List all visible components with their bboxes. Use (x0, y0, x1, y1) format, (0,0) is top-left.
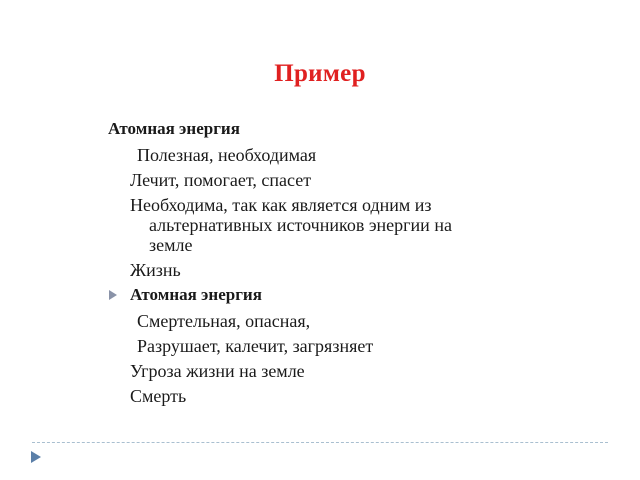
block2-heading: Атомная энергия (130, 285, 262, 304)
block1-item: альтернативных источников энергии на (149, 215, 452, 235)
block1-item: земле (149, 235, 193, 255)
play-arrow-icon[interactable] (31, 451, 41, 463)
slide-title: Пример (274, 60, 366, 87)
block2-item: Смертельная, опасная, (137, 311, 311, 331)
block2-item: Разрушает, калечит, загрязняет (137, 336, 374, 356)
footer-divider (32, 442, 608, 443)
block1-item: Необходима, так как является одним из (130, 195, 432, 215)
block1-item: Полезная, необходимая (137, 145, 317, 165)
bullet-triangle-icon (109, 290, 117, 300)
block1-item: Жизнь (130, 260, 181, 280)
block2-item: Смерть (130, 386, 187, 406)
block1-item: Лечит, помогает, спасет (130, 170, 312, 190)
block2-item: Угроза жизни на земле (130, 361, 305, 381)
block1-heading: Атомная энергия (108, 119, 240, 138)
